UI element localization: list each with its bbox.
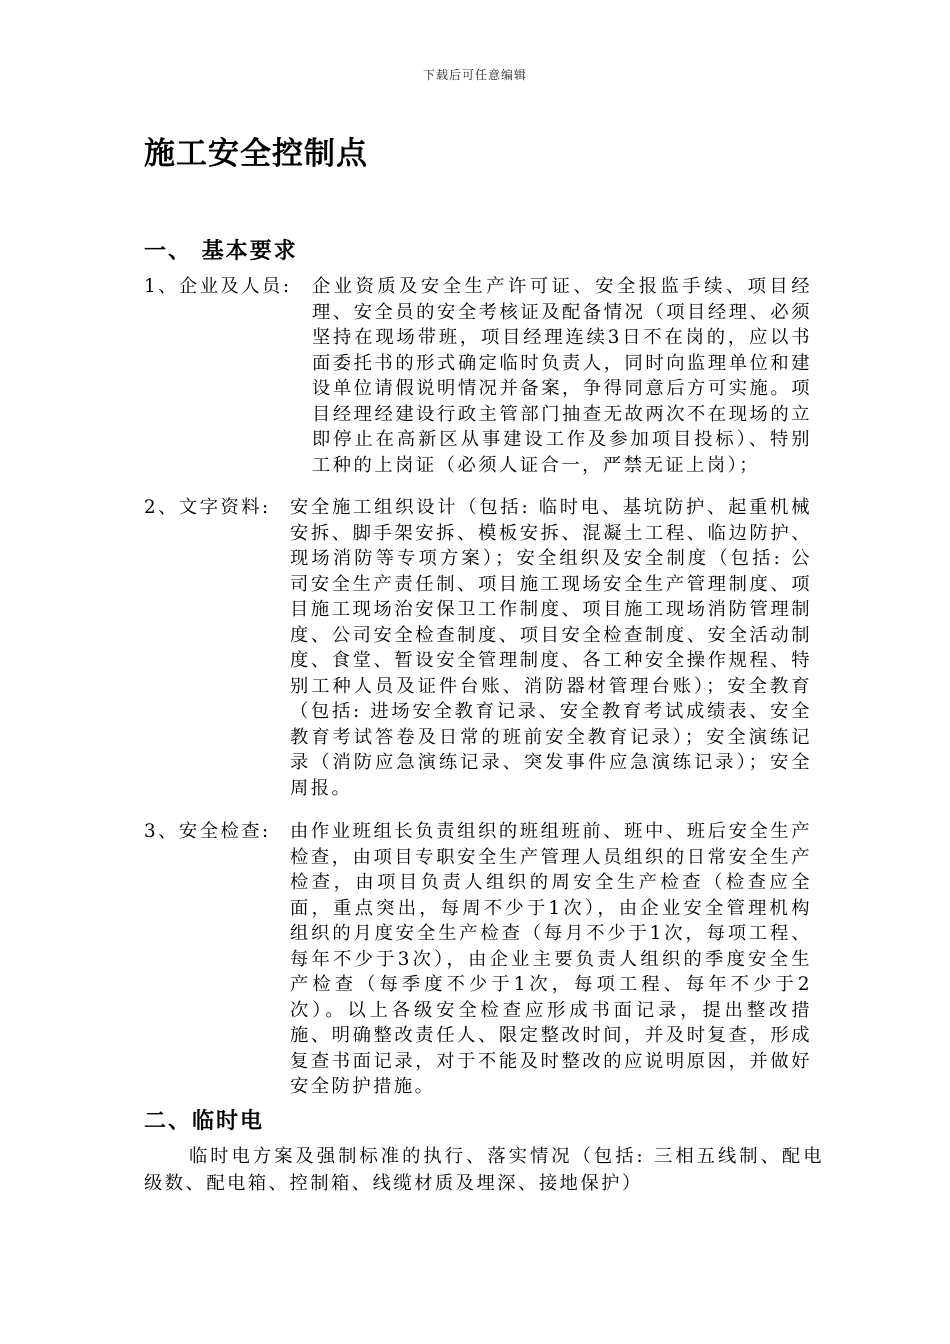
requirement-item-text: 由作业班组长负责组织的班组班前、班中、班后安全生产检查，由项目专职安全生产管理人员组织的日常安全生产检查，由项目负责人组织的周安全生产检查（检查应全面，重点突出，每周不少于1次），由企业安全管理机构组织的月度安全生产检查（每月不少于1次，每项工程、每年不少于3次），由企业主要负责人组织的季度安全生产检查（每季度不少于1次，每项工程、每年不少于2次）。以上各级安全检查应形成书面记录，提出整改措施、明确整改责任人、限定整改时间，并及时复查，形成复查书面记录，对于不能及时整改的应说明原因，并做好安全防护措施。	[290, 821, 812, 1097]
document-title: 施工安全控制点	[144, 136, 368, 172]
requirement-item-text: 安全施工组织设计（包括: 临时电、基坑防护、起重机械安拆、脚手架安拆、模板安拆、混凝土工程、临边防护、现场消防等专项方案）；安全组织及安全制度（包括: 公司安全生产责任制、项目施工现场安全生产管理制度、项目施工现场治安保卫工作制度、项目施工现场消防管理制度、公司安全检查制度、项目安全检查制度、安全活动制度、食堂、暂设安全管理制度、各工种安全操作规程、特别工种人员及证件台账、消防器材管理台账）；安全教育（包括: 进场安全教育记录、安全教育考试成绩表、安全教育考试答卷及日常的班前安全教育记录）；安全演练记录（消防应急演练记录、突发事件应急演练记录）；安全周报。	[290, 497, 812, 799]
section-heading-basic-requirements: 一、 基本要求	[144, 239, 298, 264]
requirement-item-label: 3、安全检查:	[144, 821, 271, 842]
requirement-item-text: 企业资质及安全生产许可证、安全报监手续、项目经理、安全员的安全考核证及配备情况（项目经理、必须坚持在现场带班，项目经理连续3日不在岗的，应以书面委托书的形式确定临时负责人，同时向监理单位和建设单位请假说明情况并备案，争得同意后方可实施。项目经理经建设行政主管部门抽查无故两次不在现场的立即停止在高新区从事建设工作及参加项目投标）、特别工种的上岗证（必须人证合一，严禁无证上岗）；	[312, 276, 812, 476]
page-header-note: 下载后可任意编辑	[422, 68, 527, 82]
temporary-power-paragraph: 临时电方案及强制标准的执行、落实情况（包括: 三相五线制、配电级数、配电箱、控制箱、线缆材质及埋深、接地保护）	[144, 1146, 824, 1194]
requirement-item-label: 1、企业及人员:	[144, 276, 292, 297]
section-heading-temporary-power: 二、临时电	[144, 1109, 265, 1134]
requirement-item-label: 2、文字资料:	[144, 497, 271, 518]
